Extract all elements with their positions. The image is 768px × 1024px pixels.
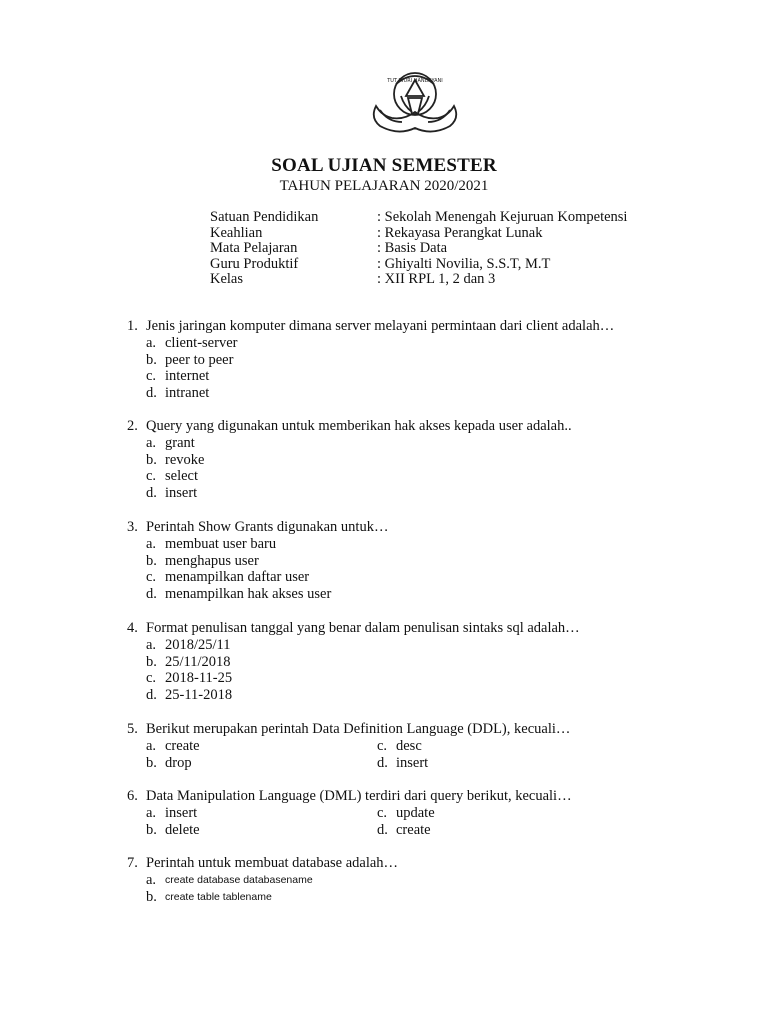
- info-label: Kelas: [210, 271, 244, 288]
- info-label: Mata Pelajaran: [210, 240, 298, 257]
- question-6: [127, 788, 577, 838]
- question-5: [127, 721, 577, 771]
- question-text: Perintah Show Grants digunakan untuk…: [146, 519, 389, 535]
- option-c: c. select: [146, 468, 199, 485]
- option-a: a. 2018/25/11: [146, 636, 231, 653]
- option-a: a. client-server: [146, 334, 238, 351]
- question-4: [127, 620, 580, 704]
- question-number: 7.: [127, 855, 138, 871]
- option-c: c. internet: [146, 368, 210, 385]
- question-number: 4.: [127, 620, 138, 636]
- option-c: c. menampilkan daftar user: [146, 569, 310, 586]
- info-value: : Rekayasa Perangkat Lunak: [377, 224, 543, 241]
- option-d: d. insert: [377, 754, 429, 771]
- option-d: d. intranet: [146, 385, 210, 402]
- page-subtitle: TAHUN PELAJARAN 2020/2021: [279, 178, 489, 194]
- option-a: a. create: [146, 737, 200, 754]
- question-text: Format penulisan tanggal yang benar dalam penulisan sintaks sql adalah…: [146, 620, 580, 636]
- page-title: SOAL UJIAN SEMESTER: [271, 155, 497, 176]
- question-number: 6.: [127, 788, 138, 804]
- info-row: [210, 210, 627, 226]
- option-a: a. membuat user baru: [146, 535, 277, 552]
- option-d: d. create: [377, 821, 431, 838]
- info-label: Keahlian: [210, 224, 263, 241]
- info-value: : Ghiyalti Novilia, S.S.T, M.T: [377, 255, 551, 272]
- question-number: 5.: [127, 721, 138, 737]
- info-value: : XII RPL 1, 2 dan 3: [377, 271, 496, 288]
- info-value: : Basis Data: [377, 240, 448, 257]
- info-label: Guru Produktif: [210, 255, 299, 272]
- question-number: 2.: [127, 418, 138, 434]
- option-b: b. drop: [146, 754, 192, 771]
- question-text: Perintah untuk membuat database adalah…: [146, 855, 399, 871]
- tut-wuri-handayani-logo: [368, 66, 462, 136]
- question-3: [127, 519, 388, 603]
- info-value: : Sekolah Menengah Kejuruan Kompetensi: [377, 209, 628, 225]
- option-b: b. create table tablename: [146, 888, 272, 905]
- info-row: [210, 241, 627, 257]
- option-a: a. create database databasename: [146, 871, 313, 888]
- option-b: b. 25/11/2018: [146, 653, 231, 670]
- option-b: b. delete: [146, 821, 200, 838]
- option-b: b. revoke: [146, 451, 205, 468]
- question-text: Jenis jaringan komputer dimana server melayani permintaan dari client adalah…: [146, 318, 615, 334]
- info-label: Satuan Pendidikan: [210, 209, 319, 225]
- info-row: [210, 226, 627, 242]
- option-a: a. insert: [146, 804, 198, 821]
- info-row: [210, 272, 627, 288]
- option-b: b. menghapus user: [146, 552, 259, 569]
- option-c: c. update: [377, 804, 435, 821]
- question-number: 1.: [127, 318, 138, 334]
- question-7: [127, 855, 398, 906]
- question-text: Berikut merupakan perintah Data Definition Language (DDL), kecuali…: [146, 721, 571, 737]
- option-c: c. desc: [377, 737, 422, 754]
- svg-text:TUT WURI HANDAYANI: TUT WURI HANDAYANI: [387, 78, 443, 84]
- option-c: c. 2018-11-25: [146, 670, 233, 687]
- info-row: [210, 257, 627, 273]
- question-text: Query yang digunakan untuk memberikan hak akses kepada user adalah..: [146, 418, 572, 434]
- option-d: d. insert: [146, 485, 198, 502]
- option-b: b. peer to peer: [146, 351, 234, 368]
- option-d: d. 25-11-2018: [146, 687, 233, 704]
- option-a: a. grant: [146, 434, 195, 451]
- question-2: [127, 418, 572, 502]
- question-number: 3.: [127, 519, 138, 535]
- question-text: Data Manipulation Language (DML) terdiri dari query berikut, kecuali…: [146, 788, 572, 804]
- exam-info-table: [210, 210, 627, 288]
- question-1: [127, 318, 614, 402]
- option-d: d. menampilkan hak akses user: [146, 586, 332, 603]
